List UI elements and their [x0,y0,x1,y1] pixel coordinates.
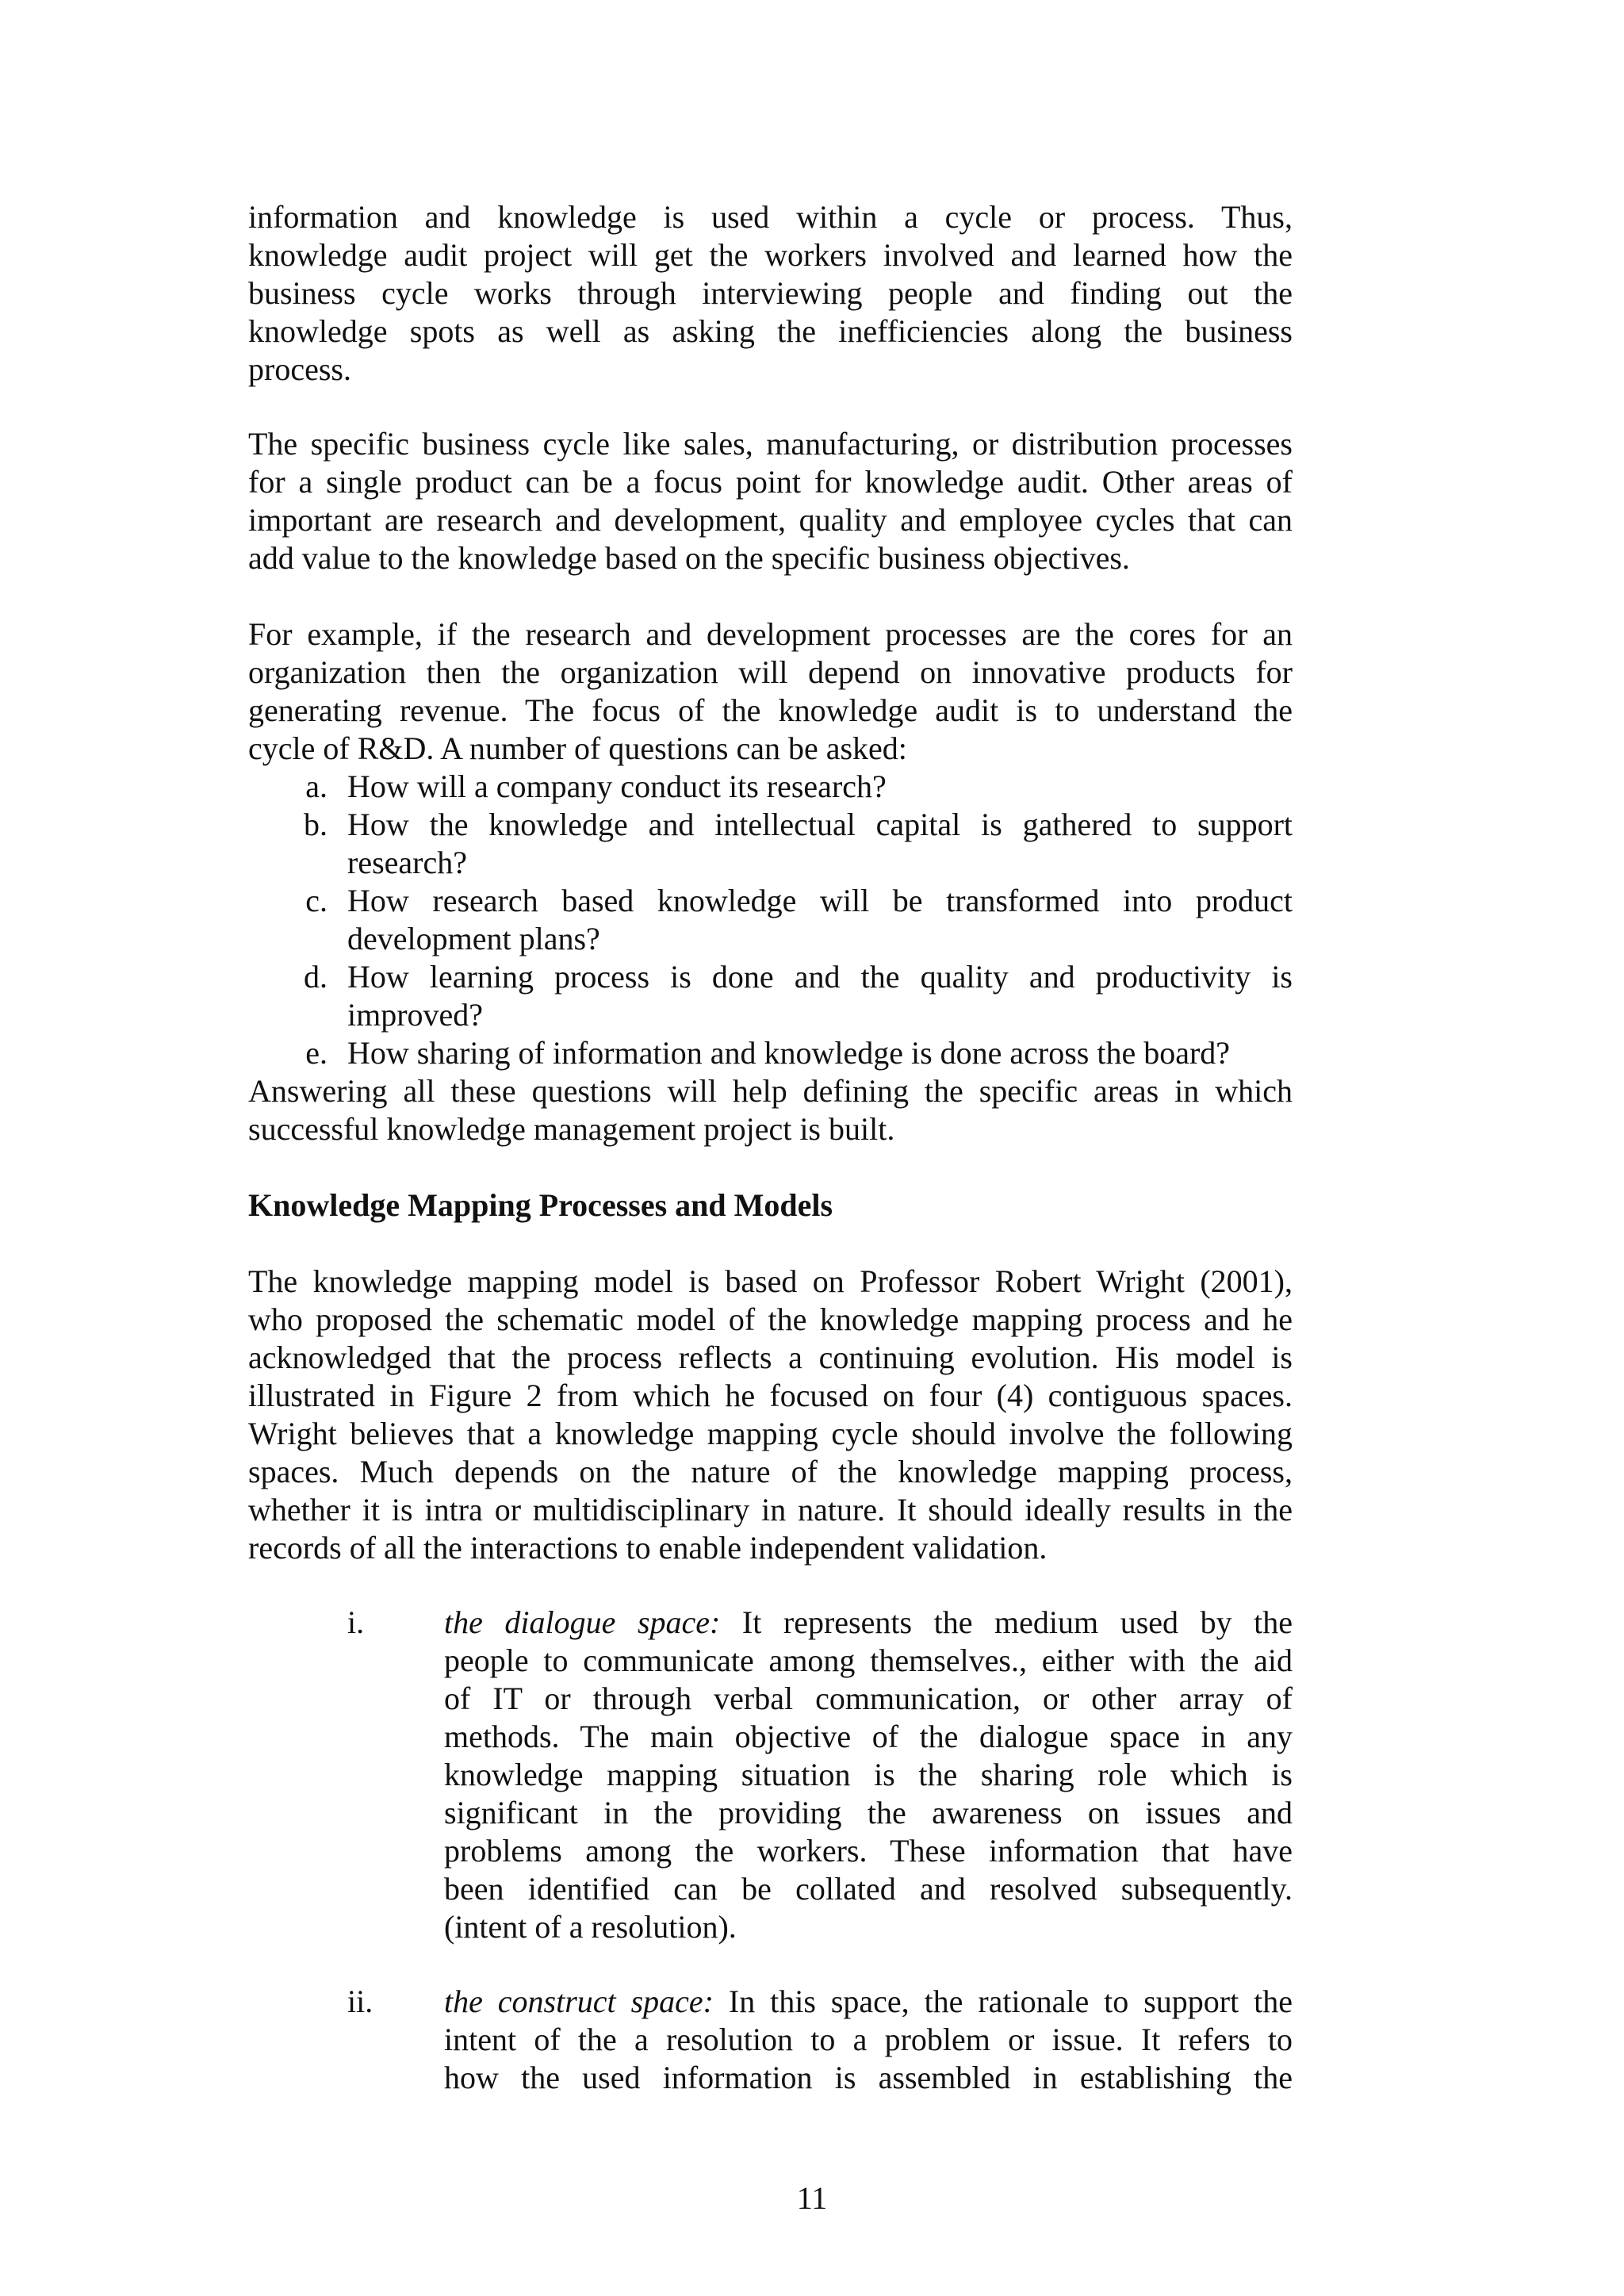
text-line: records of all the interactions to enable independent validation. [248,1530,1048,1566]
text-line: of IT or through verbal communication, or other array of [444,1681,1293,1716]
text-line: The knowledge mapping model is based on Professor Robert Wright (2001), [248,1263,1293,1299]
list-item [248,806,1293,882]
text-line: For example, if the research and development processes are the cores for an [248,616,1293,652]
page-number: 11 [796,2180,828,2216]
text-line: How learning process is done and the quality and productivity is [347,959,1293,995]
text-line: How sharing of information and knowledge is done across the board? [347,1035,1231,1071]
list-label: a. [305,769,327,804]
text-line: people to communicate among themselves., either with the aid [444,1642,1293,1678]
text-line: add value to the knowledge based on the specific business objectives. [248,540,1130,576]
list-item [248,958,1293,1034]
text-line [444,1604,1293,1642]
list-label: d. [304,959,327,995]
text-line: knowledge spots as well as asking the inefficiencies along the business [248,313,1293,349]
text-line: generating revenue. The focus of the knowledge audit is to understand the [248,692,1293,728]
list-label: b. [304,807,327,842]
text-line: successful knowledge management project is built. [248,1111,895,1147]
section-heading-text: Knowledge Mapping Processes and Models [248,1187,833,1223]
text-line: How the knowledge and intellectual capital is gathered to support [347,807,1293,842]
list-item [248,1034,1293,1072]
text-line: process. [248,351,351,387]
text-line: The specific business cycle like sales, manufacturing, or distribution processes [248,426,1293,462]
text-line: illustrated in Figure 2 from which he focused on four (4) contiguous spaces. [248,1378,1293,1413]
space-item-dialogue [248,1604,1293,1946]
text-line: information and knowledge is used within a cycle or process. Thus, [248,199,1293,235]
text-line: knowledge mapping situation is the sharing role which is [444,1757,1293,1792]
text-line: organization then the organization will depend on innovative products for [248,654,1293,690]
text-line: methods. The main objective of the dialogue space in any [444,1719,1293,1754]
section-heading [248,1186,1293,1225]
list-item [248,882,1293,958]
text-line: research? [347,845,467,880]
text-line: significant in the providing the awareness on issues and [444,1795,1293,1830]
list-label: c. [305,883,327,918]
text-line: How research based knowledge will be transformed into product [347,883,1293,918]
text-line: Answering all these questions will help defining the specific areas in which [248,1073,1293,1109]
list-label: ii. [347,1984,373,2019]
paragraph-answering [248,1072,1293,1148]
list-label: i. [347,1604,365,1640]
text-line: whether it is intra or multidisciplinary in nature. It should ideally results in the [248,1492,1293,1527]
text-line: intent of the a resolution to a problem or issue. It refers to [444,2022,1293,2057]
text-line: cycle of R&D. A number of questions can be asked: [248,730,907,766]
paragraph-business-cycle [248,425,1293,577]
text-line: knowledge audit project will get the workers involved and learned how the [248,237,1293,273]
text-line: Wright believes that a knowledge mapping cycle should involve the following [248,1416,1293,1451]
space-term: the construct space: [444,1984,714,2019]
space-item-construct [248,1983,1293,2097]
text-line: development plans? [347,921,600,956]
text-fragment: It represents the medium used by the [720,1604,1293,1640]
text-line: improved? [347,997,484,1033]
text-fragment: In this space, the rationale to support the [713,1984,1293,2019]
list-item [248,768,1293,806]
text-line: How will a company conduct its research? [347,769,887,804]
text-line [444,1983,1293,2021]
text-line: business cycle works through interviewing people and finding out the [248,275,1293,311]
list-label: e. [305,1035,327,1071]
text-line: (intent of a resolution). [444,1909,737,1945]
text-line: spaces. Much depends on the nature of the knowledge mapping process, [248,1454,1293,1489]
text-line: important are research and development, quality and employee cycles that can [248,502,1293,538]
text-line: acknowledged that the process reflects a continuing evolution. His model is [248,1340,1293,1375]
text-line: who proposed the schematic model of the knowledge mapping process and he [248,1301,1293,1337]
paragraph-knowledge-mapping-model [248,1263,1293,1567]
text-line: problems among the workers. These information that have [444,1833,1293,1869]
text-line: for a single product can be a focus point for knowledge audit. Other areas of [248,464,1293,500]
paragraph-continuation [248,198,1293,389]
text-line: been identified can be collated and resolved subsequently. [444,1871,1293,1907]
space-term: the dialogue space: [444,1604,721,1640]
text-line: how the used information is assembled in establishing the [444,2060,1293,2095]
paragraph-example [248,615,1293,768]
